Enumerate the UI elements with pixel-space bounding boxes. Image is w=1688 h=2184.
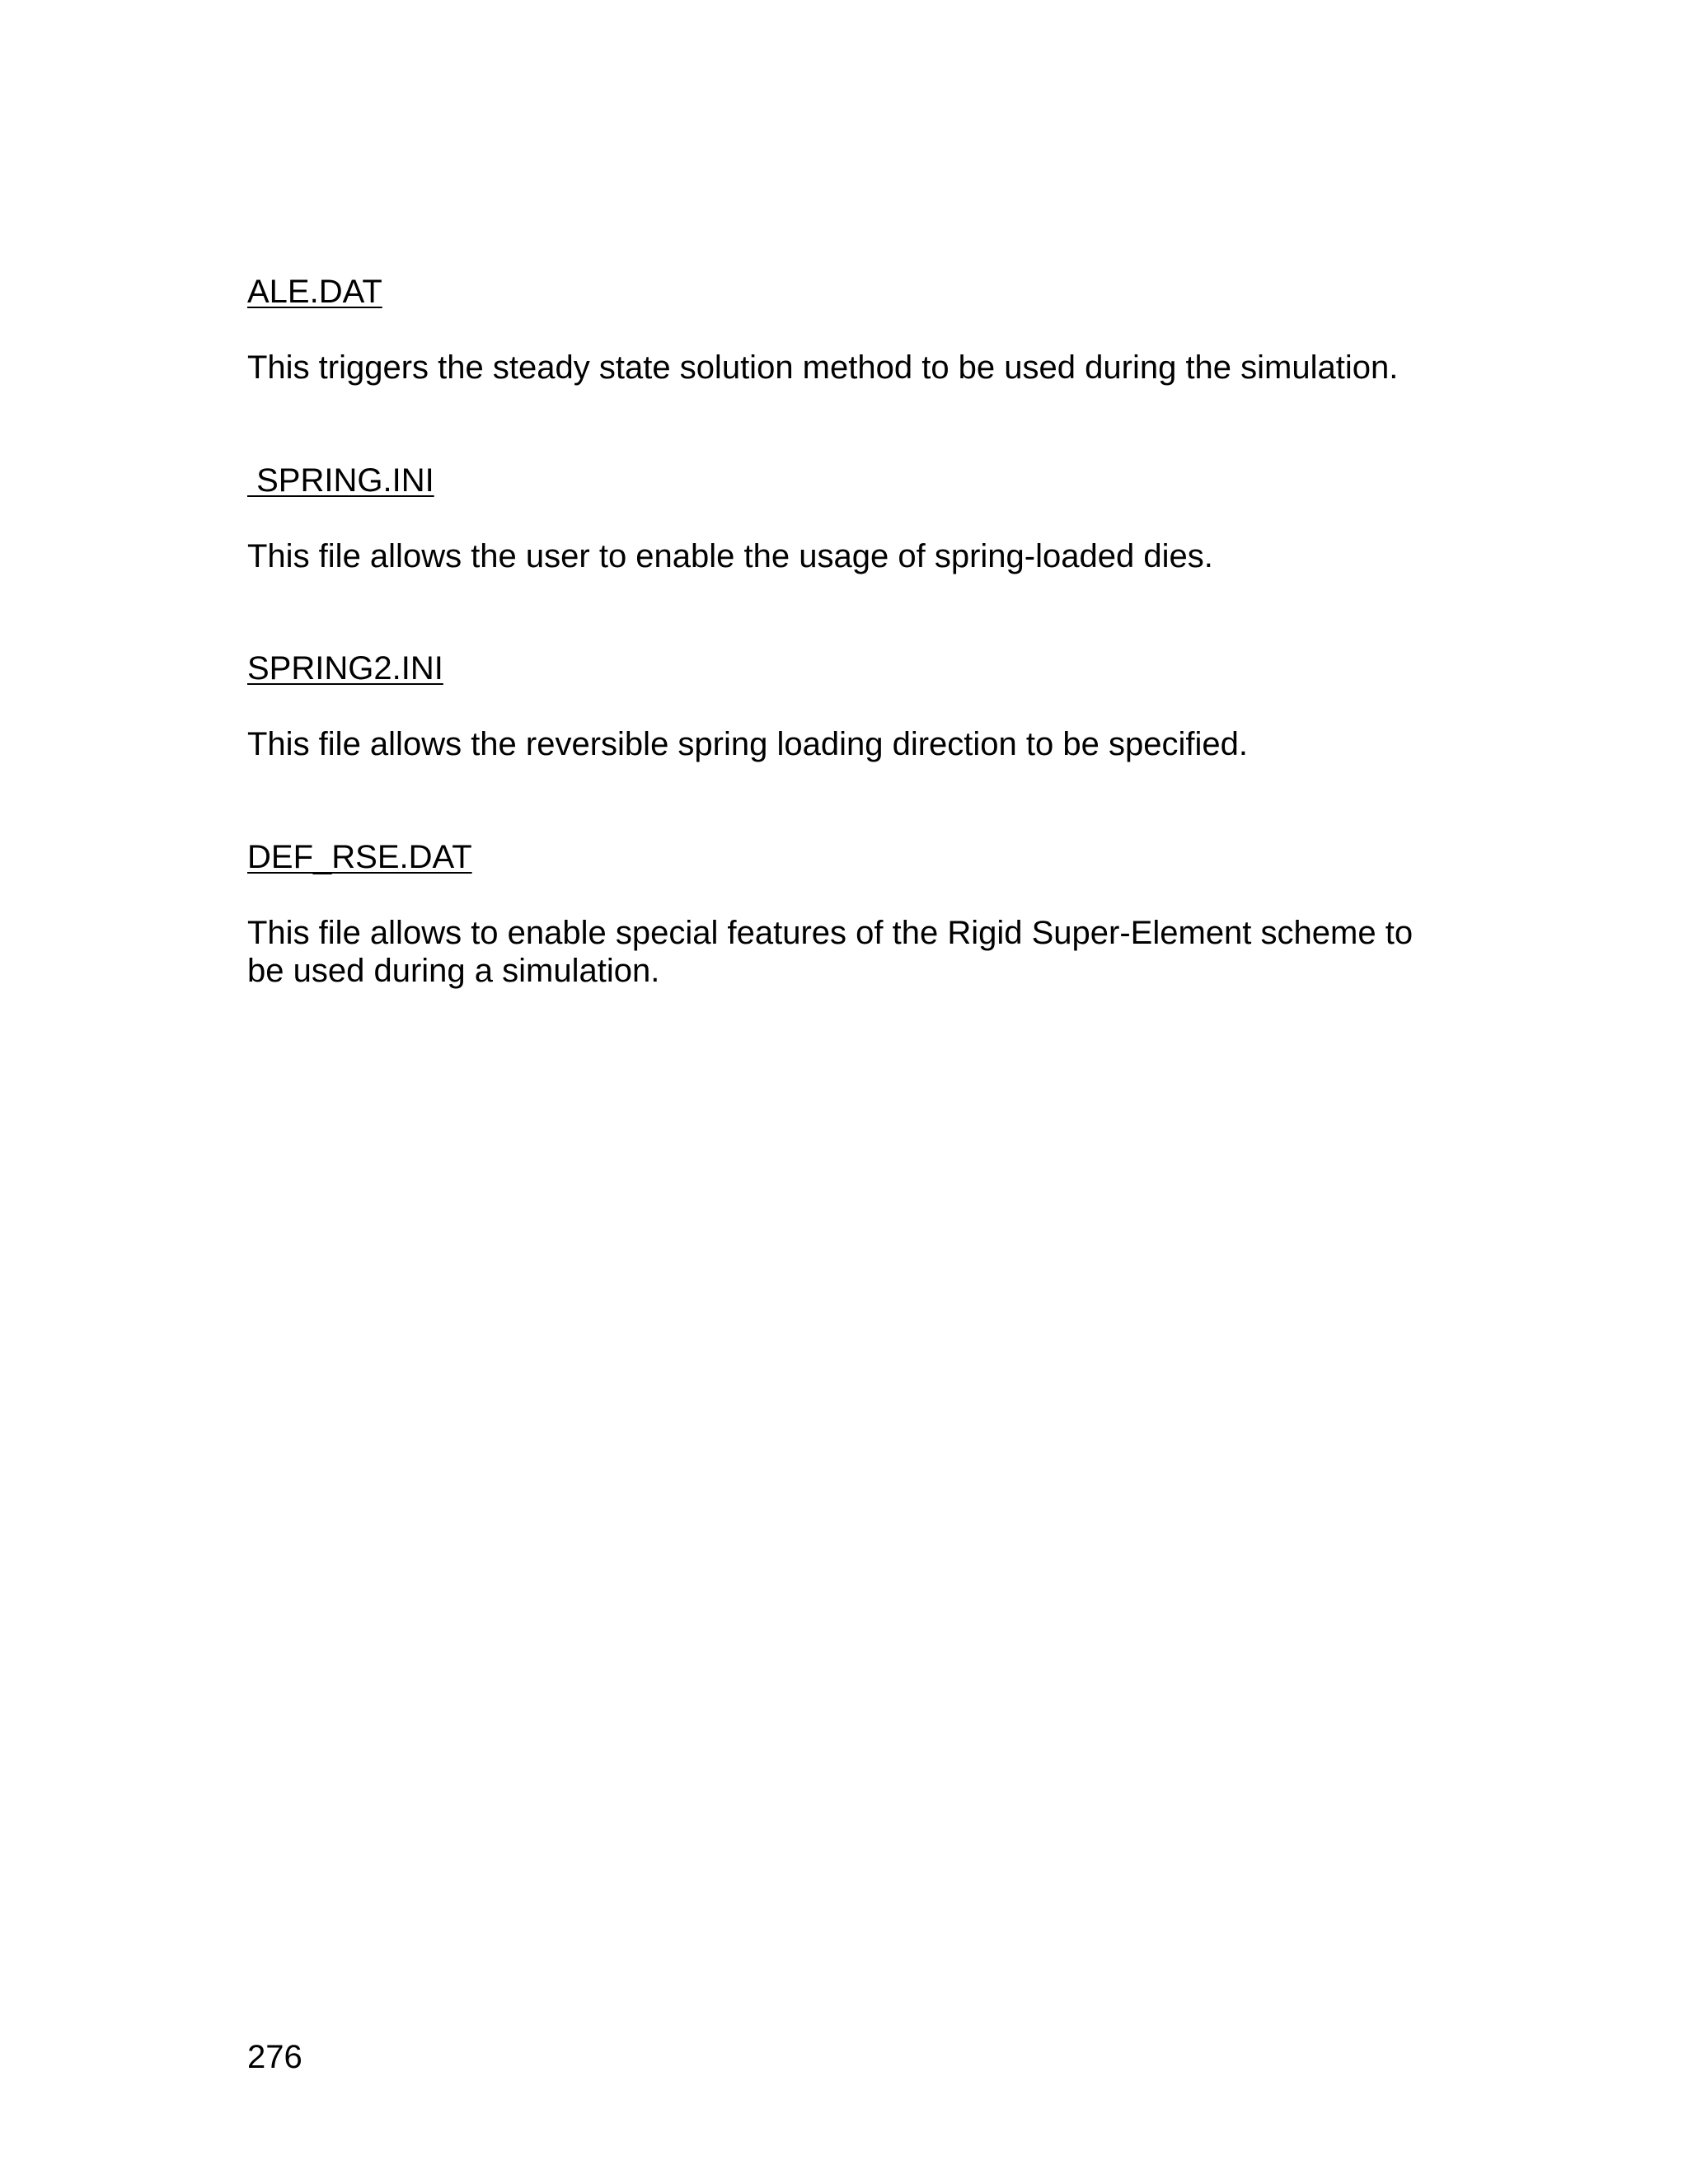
section-heading-spring-ini: SPRING.INI — [247, 462, 434, 499]
section-heading-ale-dat: ALE.DAT — [247, 274, 382, 310]
section-heading-spring2-ini: SPRING2.INI — [247, 650, 443, 687]
section-heading-def-rse-dat: DEF_RSE.DAT — [247, 839, 472, 875]
section-body-def-rse-dat: This file allows to enable special features of the Rigid Super-Element scheme to be used during a simulation. — [247, 915, 1414, 989]
section-body-ale-dat: This triggers the steady state solution method to be used during the simulation. — [247, 349, 1399, 386]
section-body-spring2-ini: This file allows the reversible spring loading direction to be specified. — [247, 726, 1248, 762]
section-body-spring-ini: This file allows the user to enable the usage of spring-loaded dies. — [247, 538, 1213, 574]
page-number: 276 — [247, 2039, 302, 2075]
